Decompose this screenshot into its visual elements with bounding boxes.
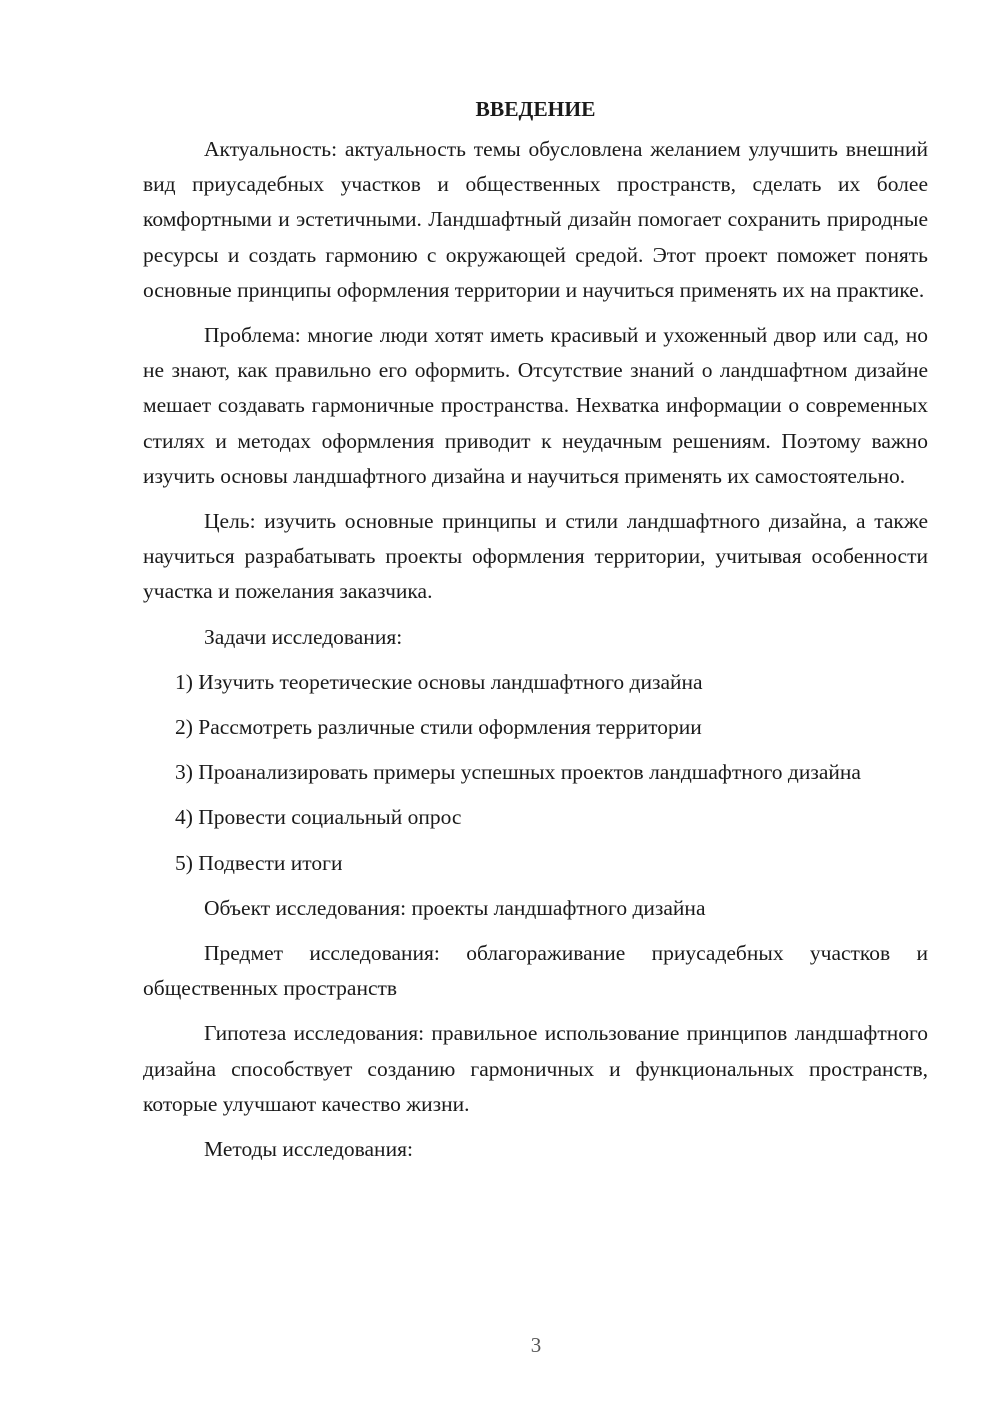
paragraph-subject: Предмет исследования: облагораживание приусадебных участков и общественных пространств [143,941,928,1001]
page-number: 3 [530,1333,542,1357]
task-item-1: 1) Изучить теоретические основы ландшафтного дизайна [175,669,703,694]
page-content [143,92,928,1177]
paragraph-methods-title: Методы исследования: [204,1137,413,1162]
task-item-5: 5) Подвести итоги [175,850,343,875]
task-item-4: 4) Провести социальный опрос [175,805,462,830]
section-heading: ВВЕДЕНИЕ [475,97,596,121]
task-item-3: 3) Проанализировать примеры успешных проектов ландшафтного дизайна [175,760,861,785]
task-item-2: 2) Рассмотреть различные стили оформления территории [175,715,702,740]
paragraph-tasks-title: Задачи исследования: [204,624,403,649]
paragraph-problem: Проблема: многие люди хотят иметь красивый и ухоженный двор или сад, но не знают, как правильно его оформить. Отсутствие знаний о ландшафтном дизайне мешает создавать гармоничные пространства. Нехватка информации о современных стилях и методах оформления приводит к неудачным решениям. Поэтому важно изучить основы ландшафтного дизайна и научиться применять их самостоятельно. [143,323,928,488]
paragraph-object: Объект исследования: проекты ландшафтного дизайна [204,895,706,920]
paragraph-goal: Цель: изучить основные принципы и стили ландшафтного дизайна, а также научиться разрабатывать проекты оформления территории, учитывая особенности участка и пожелания заказчика. [143,509,928,604]
paragraph-relevance: Актуальность: актуальность темы обусловлена желанием улучшить внешний вид приусадебных участков и общественных пространств, сделать их более комфортными и эстетичными. Ландшафтный дизайн помогает сохранить природные ресурсы и создать гармонию с окружающей средой. Этот проект поможет понять основные принципы оформления территории и научиться применять их на практике. [143,137,928,302]
paragraph-hypothesis: Гипотеза исследования: правильное использование принципов ландшафтного дизайна способствует созданию гармоничных и функциональных пространств, которые улучшают качество жизни. [143,1021,928,1116]
